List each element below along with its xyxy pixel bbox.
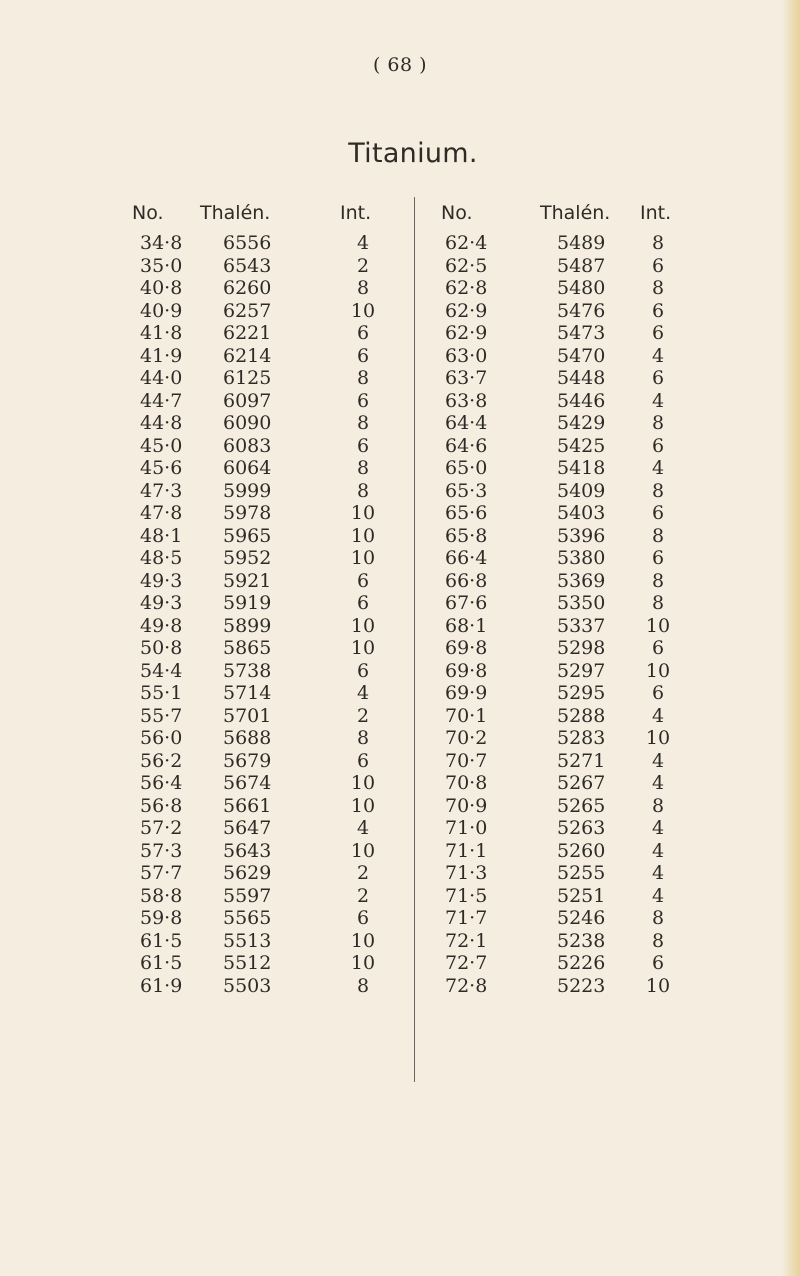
cell-intensity: 8: [651, 794, 665, 817]
cell-intensity: 6: [356, 389, 370, 412]
cell-thalen: 5629: [223, 862, 272, 884]
cell-thalen: 6257: [223, 299, 272, 322]
cell-no: 41·8: [140, 322, 183, 344]
cell-intensity: 4: [651, 862, 665, 884]
column-divider: [414, 197, 415, 1082]
cell-intensity: 6: [651, 322, 665, 344]
cell-thalen: 5295: [557, 682, 606, 704]
cell-intensity: 10: [350, 637, 376, 659]
cell-no: 71·0: [445, 817, 488, 839]
cell-no: 54·4: [140, 659, 183, 682]
cell-intensity: 8: [651, 929, 665, 952]
cell-thalen: 5865: [223, 637, 272, 659]
cell-no: 56·4: [140, 772, 183, 794]
cell-intensity: 6: [356, 322, 370, 344]
cell-intensity: 4: [651, 749, 665, 772]
cell-no: 70·8: [445, 772, 488, 794]
cell-intensity: 10: [350, 794, 376, 817]
cell-no: 70·7: [445, 749, 488, 772]
cell-no: 71·7: [445, 907, 488, 929]
cell-no: 69·9: [445, 682, 488, 704]
cell-no: 56·2: [140, 749, 183, 772]
cell-thalen: 5223: [557, 974, 606, 997]
cell-no: 69·8: [445, 659, 488, 682]
cell-thalen: 5403: [557, 502, 606, 524]
cell-thalen: 5288: [557, 704, 606, 727]
cell-intensity: 6: [651, 547, 665, 569]
cell-thalen: 5565: [223, 907, 272, 929]
cell-intensity: 10: [350, 772, 376, 794]
cell-thalen: 5251: [557, 884, 606, 907]
cell-thalen: 6214: [223, 344, 272, 367]
cell-no: 61·5: [140, 952, 183, 974]
cell-thalen: 5688: [223, 727, 272, 749]
cell-thalen: 5246: [557, 907, 606, 929]
cell-no: 72·8: [445, 974, 488, 997]
cell-thalen: 5267: [557, 772, 606, 794]
cell-no: 44·7: [140, 389, 183, 412]
cell-thalen: 5919: [223, 592, 272, 614]
cell-no: 61·9: [140, 974, 183, 997]
cell-thalen: 6221: [223, 322, 272, 344]
cell-thalen: 5238: [557, 929, 606, 952]
cell-intensity: 10: [645, 659, 671, 682]
cell-intensity: 8: [651, 592, 665, 614]
cell-thalen: 5643: [223, 839, 272, 862]
cell-intensity: 10: [350, 502, 376, 524]
cell-intensity: 8: [356, 367, 370, 389]
cell-intensity: 6: [651, 502, 665, 524]
column-header-int: Int.: [340, 202, 372, 224]
cell-no: 48·1: [140, 524, 183, 547]
cell-no: 70·2: [445, 727, 488, 749]
cell-thalen: 5283: [557, 727, 606, 749]
cell-intensity: 4: [651, 344, 665, 367]
cell-thalen: 5396: [557, 524, 606, 547]
cell-thalen: 6556: [223, 232, 272, 254]
cell-intensity: 8: [356, 277, 370, 299]
cell-no: 47·3: [140, 479, 183, 502]
cell-thalen: 5679: [223, 749, 272, 772]
cell-intensity: 6: [356, 344, 370, 367]
cell-no: 35·0: [140, 254, 183, 277]
cell-intensity: 6: [651, 682, 665, 704]
cell-thalen: 5263: [557, 817, 606, 839]
cell-no: 44·0: [140, 367, 183, 389]
cell-no: 69·8: [445, 637, 488, 659]
cell-intensity: 6: [651, 254, 665, 277]
cell-no: 71·5: [445, 884, 488, 907]
cell-intensity: 6: [356, 749, 370, 772]
cell-no: 70·1: [445, 704, 488, 727]
cell-thalen: 5350: [557, 592, 606, 614]
cell-intensity: 10: [350, 524, 376, 547]
cell-intensity: 6: [651, 637, 665, 659]
column-header-no: No.: [441, 202, 473, 224]
cell-no: 71·3: [445, 862, 488, 884]
cell-no: 66·8: [445, 569, 488, 592]
cell-thalen: 5701: [223, 704, 272, 727]
cell-intensity: 6: [356, 659, 370, 682]
cell-thalen: 5647: [223, 817, 272, 839]
cell-no: 63·8: [445, 389, 488, 412]
cell-intensity: 6: [356, 907, 370, 929]
cell-no: 65·3: [445, 479, 488, 502]
cell-no: 49·8: [140, 614, 183, 637]
column-header-int: Int.: [640, 202, 672, 224]
cell-intensity: 4: [651, 839, 665, 862]
cell-intensity: 4: [356, 817, 370, 839]
cell-no: 50·8: [140, 637, 183, 659]
cell-thalen: 5473: [557, 322, 606, 344]
cell-thalen: 6064: [223, 457, 272, 479]
cell-thalen: 5978: [223, 502, 272, 524]
cell-no: 34·8: [140, 232, 183, 254]
cell-thalen: 5597: [223, 884, 272, 907]
cell-intensity: 10: [350, 547, 376, 569]
cell-thalen: 5446: [557, 389, 606, 412]
cell-thalen: 5674: [223, 772, 272, 794]
cell-intensity: 4: [651, 772, 665, 794]
cell-no: 67·6: [445, 592, 488, 614]
cell-thalen: 5369: [557, 569, 606, 592]
cell-thalen: 5503: [223, 974, 272, 997]
cell-no: 57·7: [140, 862, 183, 884]
cell-intensity: 6: [356, 569, 370, 592]
cell-thalen: 5380: [557, 547, 606, 569]
cell-thalen: 5487: [557, 254, 606, 277]
cell-intensity: 10: [350, 614, 376, 637]
cell-no: 40·9: [140, 299, 183, 322]
cell-intensity: 4: [356, 232, 370, 254]
cell-thalen: 5480: [557, 277, 606, 299]
cell-intensity: 2: [356, 884, 370, 907]
cell-intensity: 4: [651, 389, 665, 412]
cell-thalen: 5965: [223, 524, 272, 547]
cell-thalen: 5226: [557, 952, 606, 974]
cell-thalen: 5255: [557, 862, 606, 884]
cell-thalen: 5298: [557, 637, 606, 659]
cell-intensity: 8: [651, 524, 665, 547]
cell-intensity: 6: [356, 592, 370, 614]
cell-intensity: 8: [651, 479, 665, 502]
column-header-no: No.: [132, 202, 164, 224]
cell-no: 61·5: [140, 929, 183, 952]
cell-thalen: 6097: [223, 389, 272, 412]
cell-intensity: 8: [651, 232, 665, 254]
cell-thalen: 5265: [557, 794, 606, 817]
cell-intensity: 10: [645, 614, 671, 637]
cell-no: 71·1: [445, 839, 488, 862]
cell-thalen: 5297: [557, 659, 606, 682]
cell-intensity: 4: [651, 704, 665, 727]
cell-no: 47·8: [140, 502, 183, 524]
cell-no: 72·1: [445, 929, 488, 952]
cell-no: 68·1: [445, 614, 488, 637]
cell-thalen: 5418: [557, 457, 606, 479]
cell-no: 62·8: [445, 277, 488, 299]
cell-thalen: 5425: [557, 434, 606, 457]
cell-intensity: 2: [356, 862, 370, 884]
cell-thalen: 5738: [223, 659, 272, 682]
cell-no: 66·4: [445, 547, 488, 569]
page-edge-shading: [782, 0, 800, 1276]
cell-intensity: 8: [651, 907, 665, 929]
cell-intensity: 8: [651, 569, 665, 592]
cell-thalen: 6543: [223, 254, 272, 277]
cell-no: 55·1: [140, 682, 183, 704]
cell-no: 56·0: [140, 727, 183, 749]
cell-intensity: 4: [651, 457, 665, 479]
cell-intensity: 8: [356, 479, 370, 502]
column-header-thalen: Thalén.: [540, 202, 611, 224]
cell-no: 41·9: [140, 344, 183, 367]
cell-no: 70·9: [445, 794, 488, 817]
cell-no: 65·6: [445, 502, 488, 524]
cell-intensity: 4: [651, 817, 665, 839]
cell-thalen: 6083: [223, 434, 272, 457]
cell-intensity: 10: [350, 952, 376, 974]
cell-intensity: 8: [356, 727, 370, 749]
cell-thalen: 5470: [557, 344, 606, 367]
cell-thalen: 6125: [223, 367, 272, 389]
cell-thalen: 5921: [223, 569, 272, 592]
cell-intensity: 6: [356, 434, 370, 457]
cell-no: 64·4: [445, 412, 488, 434]
cell-no: 63·7: [445, 367, 488, 389]
cell-thalen: 6090: [223, 412, 272, 434]
page-number: ( 68 ): [372, 54, 428, 76]
cell-thalen: 5489: [557, 232, 606, 254]
cell-no: 56·8: [140, 794, 183, 817]
cell-no: 55·7: [140, 704, 183, 727]
cell-intensity: 6: [651, 367, 665, 389]
cell-thalen: 5661: [223, 794, 272, 817]
cell-thalen: 5899: [223, 614, 272, 637]
cell-no: 65·0: [445, 457, 488, 479]
page-title: Titanium.: [348, 138, 478, 169]
cell-no: 63·0: [445, 344, 488, 367]
cell-intensity: 4: [356, 682, 370, 704]
cell-intensity: 10: [350, 839, 376, 862]
cell-intensity: 10: [645, 974, 671, 997]
cell-thalen: 5260: [557, 839, 606, 862]
cell-thalen: 5714: [223, 682, 272, 704]
cell-no: 59·8: [140, 907, 183, 929]
cell-no: 64·6: [445, 434, 488, 457]
cell-intensity: 8: [651, 277, 665, 299]
cell-no: 44·8: [140, 412, 183, 434]
cell-no: 58·8: [140, 884, 183, 907]
cell-intensity: 6: [651, 434, 665, 457]
cell-no: 57·2: [140, 817, 183, 839]
cell-intensity: 6: [651, 952, 665, 974]
cell-no: 65·8: [445, 524, 488, 547]
cell-thalen: 5337: [557, 614, 606, 637]
cell-thalen: 5513: [223, 929, 272, 952]
cell-intensity: 10: [645, 727, 671, 749]
cell-no: 45·0: [140, 434, 183, 457]
cell-intensity: 4: [651, 884, 665, 907]
cell-intensity: 2: [356, 704, 370, 727]
cell-no: 49·3: [140, 592, 183, 614]
cell-thalen: 5448: [557, 367, 606, 389]
cell-no: 62·5: [445, 254, 488, 277]
cell-thalen: 5409: [557, 479, 606, 502]
cell-no: 62·4: [445, 232, 488, 254]
cell-intensity: 8: [651, 412, 665, 434]
cell-no: 72·7: [445, 952, 488, 974]
cell-thalen: 5476: [557, 299, 606, 322]
cell-intensity: 10: [350, 929, 376, 952]
cell-intensity: 2: [356, 254, 370, 277]
cell-no: 40·8: [140, 277, 183, 299]
cell-intensity: 8: [356, 412, 370, 434]
column-header-thalen: Thalén.: [200, 202, 271, 224]
cell-no: 48·5: [140, 547, 183, 569]
cell-thalen: 5512: [223, 952, 272, 974]
cell-no: 57·3: [140, 839, 183, 862]
cell-intensity: 8: [356, 457, 370, 479]
cell-no: 62·9: [445, 322, 488, 344]
cell-intensity: 6: [651, 299, 665, 322]
cell-thalen: 6260: [223, 277, 272, 299]
cell-no: 62·9: [445, 299, 488, 322]
cell-intensity: 8: [356, 974, 370, 997]
cell-intensity: 10: [350, 299, 376, 322]
cell-thalen: 5429: [557, 412, 606, 434]
cell-thalen: 5999: [223, 479, 272, 502]
cell-no: 49·3: [140, 569, 183, 592]
cell-thalen: 5952: [223, 547, 272, 569]
cell-no: 45·6: [140, 457, 183, 479]
cell-thalen: 5271: [557, 749, 606, 772]
